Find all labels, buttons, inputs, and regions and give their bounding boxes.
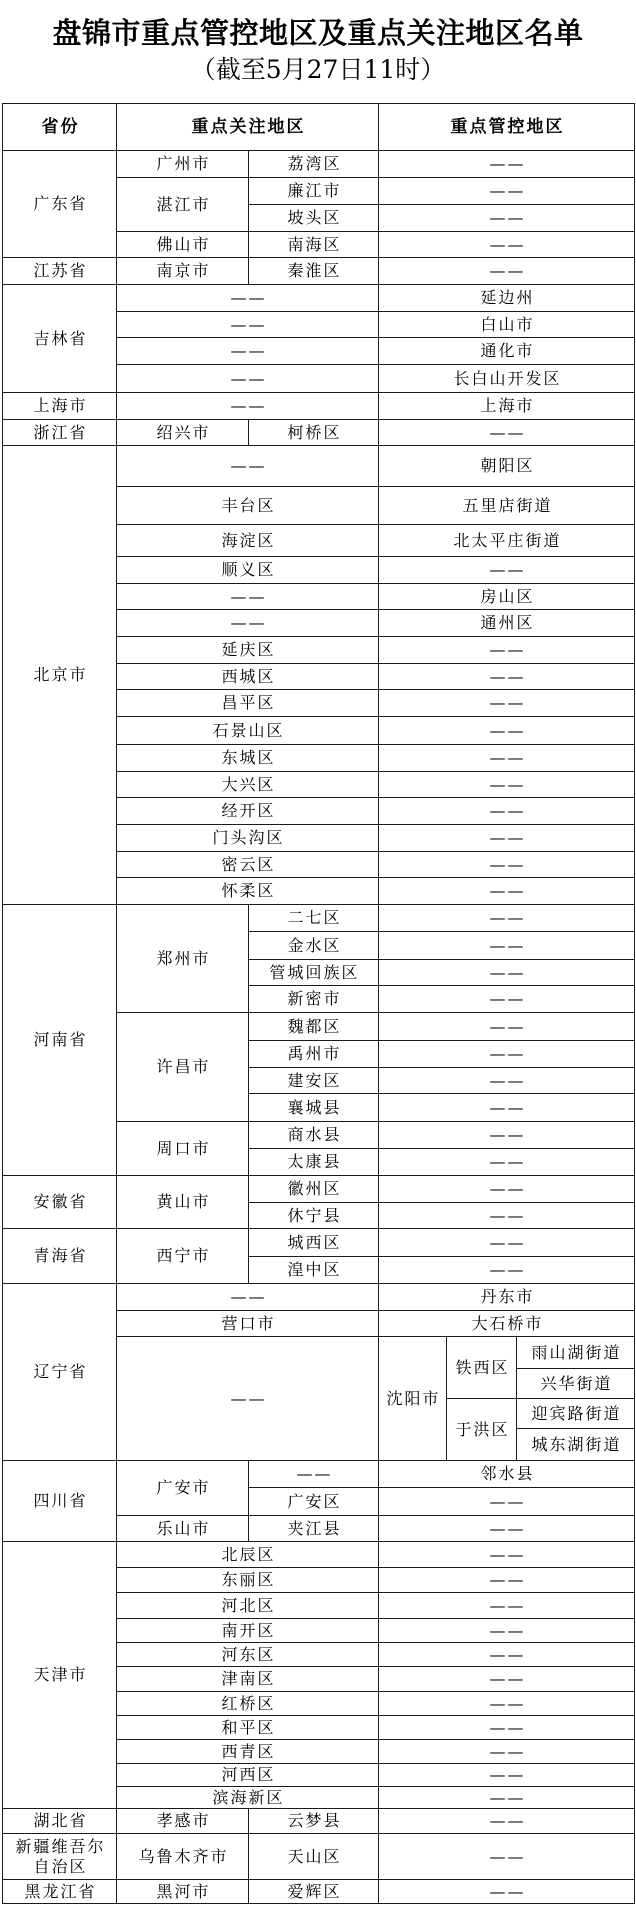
focus-city: 南京市 xyxy=(117,258,249,285)
focus-area: 顺义区 xyxy=(117,557,379,584)
focus-area: 河北区 xyxy=(117,1593,379,1619)
focus-area: 门头沟区 xyxy=(117,825,379,852)
province-cell xyxy=(3,1834,117,1880)
focus-district: 夹江县 xyxy=(249,1516,379,1542)
control-area: —— xyxy=(379,1787,635,1809)
focus-city: 许昌市 xyxy=(117,1013,249,1122)
province-name: 新疆维吾尔自治区 xyxy=(15,1836,106,1876)
focus-city: 乌鲁木齐市 xyxy=(117,1834,249,1880)
focus-city: 周口市 xyxy=(117,1122,249,1176)
focus-district: 南海区 xyxy=(249,232,379,258)
header-province: 省份 xyxy=(3,104,117,151)
province-name: 青海省 xyxy=(3,1229,117,1284)
focus-city: 郑州市 xyxy=(117,905,249,1013)
header-control-areas: 重点管控地区 xyxy=(379,104,635,151)
focus-city: 广州市 xyxy=(117,151,249,178)
focus-area: —— xyxy=(117,365,379,393)
table-row xyxy=(3,1176,635,1203)
focus-area: —— xyxy=(117,1284,379,1311)
province-name: 辽宁省 xyxy=(3,1284,117,1461)
focus-district: 荔湾区 xyxy=(249,151,379,178)
control-area: —— xyxy=(379,1740,635,1764)
focus-district: 太康县 xyxy=(249,1149,379,1176)
control-area: 大石桥市 xyxy=(379,1311,635,1337)
header-row xyxy=(3,104,635,151)
focus-district: 金水区 xyxy=(249,932,379,960)
control-area: —— xyxy=(379,986,635,1013)
province-name: 河南省 xyxy=(3,905,117,1176)
control-area: —— xyxy=(379,1716,635,1740)
focus-district: 商水县 xyxy=(249,1122,379,1149)
focus-district: 秦淮区 xyxy=(249,258,379,285)
focus-district: 城西区 xyxy=(249,1229,379,1257)
control-area: 五里店街道 xyxy=(379,487,635,525)
focus-area: —— xyxy=(117,446,379,487)
focus-area: 河东区 xyxy=(117,1643,379,1667)
focus-area: 大兴区 xyxy=(117,772,379,798)
focus-city: 黑河市 xyxy=(117,1880,249,1904)
control-area: 通化市 xyxy=(379,338,635,365)
control-area: —— xyxy=(379,1013,635,1041)
control-area: —— xyxy=(379,1568,635,1593)
control-area: —— xyxy=(379,1667,635,1692)
focus-district: 管城回族区 xyxy=(249,960,379,986)
focus-area: 津南区 xyxy=(117,1667,379,1692)
focus-district: 建安区 xyxy=(249,1068,379,1094)
control-area: 邻水县 xyxy=(379,1461,635,1488)
table-row xyxy=(3,1542,635,1568)
table-row xyxy=(3,1834,635,1880)
control-area: —— xyxy=(379,1593,635,1619)
table-row xyxy=(3,1461,635,1488)
control-area: —— xyxy=(379,1122,635,1149)
focus-area: 西青区 xyxy=(117,1740,379,1764)
table-row xyxy=(3,151,635,178)
control-area: —— xyxy=(379,1488,635,1516)
control-area: —— xyxy=(379,1643,635,1667)
control-city: 沈阳市 xyxy=(379,1337,447,1461)
control-area: —— xyxy=(379,772,635,798)
focus-district: 廉江市 xyxy=(249,178,379,205)
control-area: —— xyxy=(379,852,635,878)
table-row xyxy=(3,285,635,312)
focus-area: —— xyxy=(117,584,379,610)
focus-area: 和平区 xyxy=(117,1716,379,1740)
focus-district: 襄城县 xyxy=(249,1094,379,1122)
focus-area: 西城区 xyxy=(117,664,379,690)
control-area: —— xyxy=(379,1041,635,1068)
control-street: 雨山湖街道 xyxy=(517,1337,635,1369)
control-area: —— xyxy=(379,1257,635,1284)
control-area: —— xyxy=(379,1516,635,1542)
focus-city: 广安市 xyxy=(117,1461,249,1516)
table-row xyxy=(3,1284,635,1311)
focus-area: 营口市 xyxy=(117,1311,379,1337)
focus-district: 天山区 xyxy=(249,1834,379,1880)
control-district: 于洪区 xyxy=(447,1399,517,1461)
table-row xyxy=(3,420,635,446)
focus-area: 延庆区 xyxy=(117,637,379,664)
focus-district: —— xyxy=(249,1461,379,1488)
focus-area: 河西区 xyxy=(117,1764,379,1787)
focus-district: 广安区 xyxy=(249,1488,379,1516)
control-area: —— xyxy=(379,717,635,745)
control-area: 北太平庄街道 xyxy=(379,525,635,557)
control-area: —— xyxy=(379,1229,635,1257)
control-area: 朝阳区 xyxy=(379,446,635,487)
focus-area: 怀柔区 xyxy=(117,878,379,905)
focus-area: 丰台区 xyxy=(117,487,379,525)
control-area: 上海市 xyxy=(379,393,635,420)
control-area: —— xyxy=(379,1809,635,1834)
focus-district: 云梦县 xyxy=(249,1809,379,1834)
control-area: —— xyxy=(379,1619,635,1643)
focus-district: 新密市 xyxy=(249,986,379,1013)
table-row xyxy=(3,1809,635,1834)
province-name: 安徽省 xyxy=(3,1176,117,1229)
control-area: 延边州 xyxy=(379,285,635,312)
focus-area: 石景山区 xyxy=(117,717,379,745)
focus-area: 海淀区 xyxy=(117,525,379,557)
control-area: —— xyxy=(379,905,635,932)
focus-district: 徽州区 xyxy=(249,1176,379,1203)
control-area: —— xyxy=(379,178,635,205)
table-row xyxy=(3,1229,635,1257)
focus-city: 绍兴市 xyxy=(117,420,249,446)
control-area: —— xyxy=(379,258,635,285)
control-area: —— xyxy=(379,664,635,690)
province-name: 北京市 xyxy=(3,446,117,905)
control-area: —— xyxy=(379,1203,635,1229)
focus-area: —— xyxy=(117,285,379,312)
area-table xyxy=(2,103,635,1904)
focus-district: 柯桥区 xyxy=(249,420,379,446)
province-name: 吉林省 xyxy=(3,285,117,393)
focus-area: 红桥区 xyxy=(117,1692,379,1716)
control-area: —— xyxy=(379,205,635,232)
focus-area: —— xyxy=(117,610,379,637)
control-area: —— xyxy=(379,1764,635,1787)
control-area: —— xyxy=(379,878,635,905)
focus-district: 爱辉区 xyxy=(249,1880,379,1904)
page-subtitle: （截至5月27日11时） xyxy=(190,55,446,84)
province-name: 四川省 xyxy=(3,1461,117,1542)
table-row xyxy=(3,446,635,487)
table-row xyxy=(3,258,635,285)
control-area: 通州区 xyxy=(379,610,635,637)
province-name: 黑龙江省 xyxy=(3,1880,117,1904)
control-area: 房山区 xyxy=(379,584,635,610)
page-title: 盘锦市重点管控地区及重点关注地区名单 xyxy=(52,16,584,50)
control-area: —— xyxy=(379,1880,635,1904)
table-row xyxy=(3,1880,635,1904)
focus-city: 西宁市 xyxy=(117,1229,249,1284)
control-area: 白山市 xyxy=(379,312,635,338)
province-name: 天津市 xyxy=(3,1542,117,1809)
focus-area: 昌平区 xyxy=(117,690,379,717)
control-street: 城东湖街道 xyxy=(517,1429,635,1461)
focus-city: 湛江市 xyxy=(117,178,249,232)
focus-district: 魏都区 xyxy=(249,1013,379,1041)
control-area: —— xyxy=(379,1834,635,1880)
focus-district: 休宁县 xyxy=(249,1203,379,1229)
control-area: —— xyxy=(379,1149,635,1176)
control-area: —— xyxy=(379,1068,635,1094)
focus-area: —— xyxy=(117,312,379,338)
focus-district: 湟中区 xyxy=(249,1257,379,1284)
province-name: 上海市 xyxy=(3,393,117,420)
control-area: —— xyxy=(379,1094,635,1122)
focus-area: —— xyxy=(117,338,379,365)
focus-city: 孝感市 xyxy=(117,1809,249,1834)
control-area: —— xyxy=(379,1692,635,1716)
table-row xyxy=(3,393,635,420)
focus-city: 乐山市 xyxy=(117,1516,249,1542)
control-district: 铁西区 xyxy=(447,1337,517,1399)
control-area: —— xyxy=(379,932,635,960)
focus-area: 经开区 xyxy=(117,798,379,825)
focus-area: 北辰区 xyxy=(117,1542,379,1568)
province-name: 浙江省 xyxy=(3,420,117,446)
control-area: —— xyxy=(379,798,635,825)
focus-district: 二七区 xyxy=(249,905,379,932)
control-area: —— xyxy=(379,690,635,717)
control-area: —— xyxy=(379,420,635,446)
focus-area: 东城区 xyxy=(117,745,379,772)
control-area: 丹东市 xyxy=(379,1284,635,1311)
control-area: —— xyxy=(379,745,635,772)
control-area: —— xyxy=(379,1542,635,1568)
province-name: 广东省 xyxy=(3,151,117,258)
table-row xyxy=(3,905,635,932)
control-area: 长白山开发区 xyxy=(379,365,635,393)
control-street: 兴华街道 xyxy=(517,1369,635,1399)
focus-city: 黄山市 xyxy=(117,1176,249,1229)
control-area: —— xyxy=(379,825,635,852)
focus-city: 佛山市 xyxy=(117,232,249,258)
control-area: —— xyxy=(379,960,635,986)
control-area: —— xyxy=(379,557,635,584)
province-name: 湖北省 xyxy=(3,1809,117,1834)
focus-area: —— xyxy=(117,1337,379,1461)
focus-area: 南开区 xyxy=(117,1619,379,1643)
control-street: 迎宾路街道 xyxy=(517,1399,635,1429)
focus-area: 滨海新区 xyxy=(117,1787,379,1809)
focus-area: 东丽区 xyxy=(117,1568,379,1593)
control-area: —— xyxy=(379,1176,635,1203)
header-focus-areas: 重点关注地区 xyxy=(117,104,379,151)
control-area: —— xyxy=(379,637,635,664)
focus-district: 坡头区 xyxy=(249,205,379,232)
province-name: 江苏省 xyxy=(3,258,117,285)
focus-area: —— xyxy=(117,393,379,420)
control-area: —— xyxy=(379,151,635,178)
focus-district: 禹州市 xyxy=(249,1041,379,1068)
focus-area: 密云区 xyxy=(117,852,379,878)
control-area: —— xyxy=(379,232,635,258)
